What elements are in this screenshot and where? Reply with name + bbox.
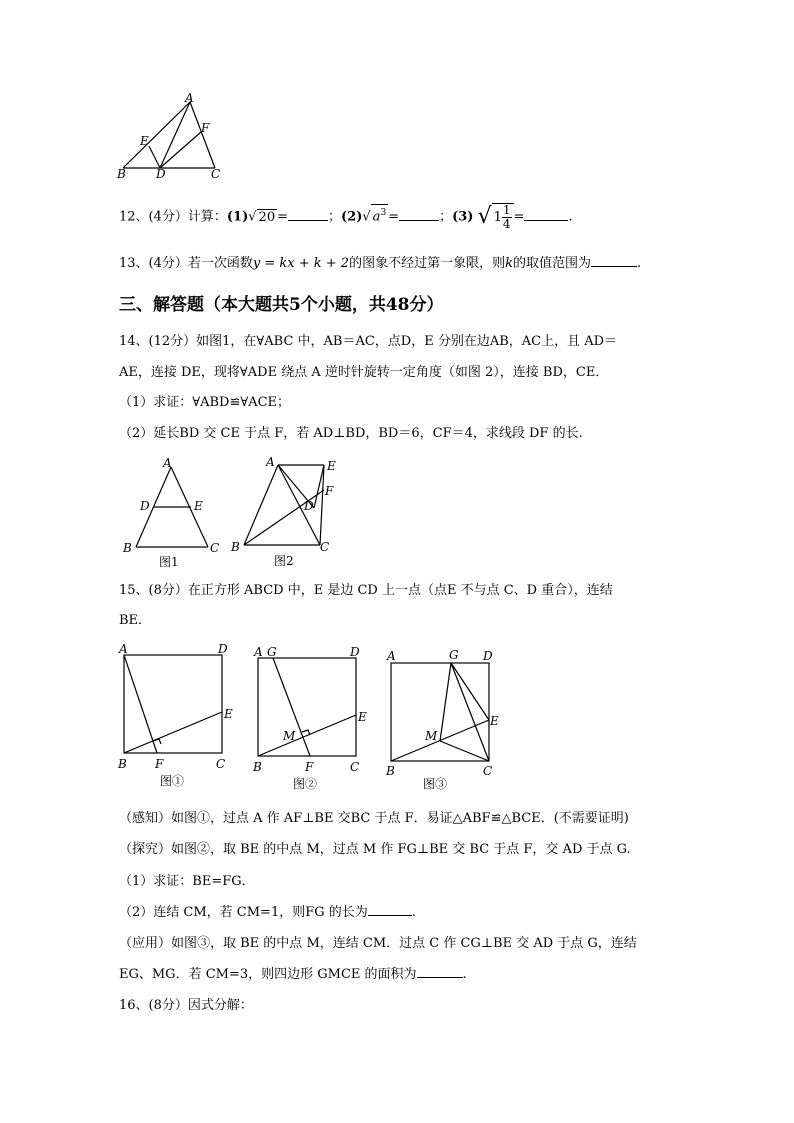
figure-caption: 图③ (423, 777, 448, 790)
label-A: A (266, 455, 275, 469)
label-A: A (163, 456, 172, 470)
label-F: F (155, 757, 164, 771)
question-14-line2: AE，连接 DE，现将∀ADE 绕点 A 逆时针旋转一定角度（如图 2），连接 BD，CE． (119, 365, 609, 380)
label-D: D (218, 642, 228, 656)
label-C: C (210, 541, 220, 555)
q15-figure-1 (115, 640, 245, 790)
question-16: 16、(8分）因式分解： (119, 998, 253, 1013)
label-C: C (211, 167, 221, 181)
label-B: B (386, 764, 395, 778)
figure-caption: 图2 (274, 554, 294, 568)
label-C: C (350, 760, 360, 774)
question-13: 13、(4分）若一次函数y = kx + k + 2的图象不经过第一象限，则k的取值范围为 . (119, 256, 642, 271)
label-E: E (327, 459, 336, 473)
label-E: E (358, 710, 367, 724)
label-A: A (254, 645, 263, 659)
label-B: B (118, 757, 127, 771)
label-D: D (483, 649, 493, 663)
q14-figure-1 (118, 455, 228, 573)
figure-caption: 图① (160, 774, 185, 788)
label-A: A (119, 642, 128, 656)
label-A: A (185, 92, 194, 105)
label-D: D (140, 499, 150, 513)
label-E: E (224, 707, 233, 721)
label-D: D (156, 167, 166, 181)
question-15-explore: （探究）如图②，取 BE 的中点 M，过点 M 作 FG⊥BE 交 BC 于点 F，交 AD 于点 G. (119, 842, 631, 857)
label-D: D (350, 645, 360, 659)
label-F: F (305, 760, 314, 774)
label-C: C (483, 764, 493, 778)
q15-figure-3 (383, 640, 508, 790)
question-15-line1: 15、(8分）在正方形 ABCD 中，E 是边 CD 上一点（点E 不与点 C、D 重合），连结 (119, 583, 613, 598)
question-15-apply: （应用）如图③，取 BE 的中点 M，连结 CM．过点 C 作 CG⊥BE 交 AD 于点 G，连结 (119, 936, 637, 951)
label-E: E (194, 499, 203, 513)
figure-caption: 图1 (159, 555, 179, 569)
label-B: B (231, 540, 240, 554)
q14-figure-2 (228, 450, 348, 572)
q15-figure-2 (250, 640, 375, 790)
label-M: M (425, 729, 438, 743)
figure-caption: 图② (293, 777, 318, 790)
question-12: 12、(4分）计算：(1)√ 20 = ；(2)√ $a^3$ = ；(3) √ 1 $\frac{1}{4}$ = . (119, 203, 573, 231)
question-15-part1: （1）求证：BE=FG． (119, 874, 255, 889)
question-15-line2: BE. (119, 613, 143, 628)
question-15-apply-cont: EG、MG．若 CM=3，则四边形 GMCE 的面积为 . (119, 967, 467, 982)
question-15-part2: （2）连结 CM，若 CM=1，则FG 的长为 . (119, 905, 416, 920)
label-B: B (117, 167, 126, 181)
question-14-line1: 14、(12分）如图1，在∀ABC 中，AB＝AC，点D，E 分别在边AB，AC上，且 AD＝ (119, 334, 618, 349)
label-B: B (253, 760, 262, 774)
label-C: C (216, 757, 226, 771)
question-15-perceive: （感知）如图①，过点 A 作 AF⊥BE 交BC 于点 F．易证△ABF≌△BCE．(不需要证明) (119, 811, 629, 826)
label-C: C (320, 540, 330, 554)
question-14-part2: （2）延长BD 交 CE 于点 F，若 AD⊥BD，BD＝6，CF＝4，求线段 DF 的长. (119, 426, 583, 441)
label-F: F (325, 484, 334, 498)
label-M: M (283, 729, 296, 743)
label-D: D (304, 499, 314, 513)
label-A: A (387, 649, 396, 663)
label-E: E (490, 714, 499, 728)
label-G: G (267, 645, 277, 659)
label-F: F (201, 121, 210, 135)
label-E: E (140, 134, 149, 148)
question-14-part1: （1）求证：∀ABD≌∀ACE； (119, 395, 291, 410)
label-B: B (123, 541, 132, 555)
label-G: G (449, 648, 459, 662)
section-heading: 三、解答题（本大题共5个小题，共48分） (119, 295, 444, 315)
triangle-figure-top (115, 92, 225, 184)
